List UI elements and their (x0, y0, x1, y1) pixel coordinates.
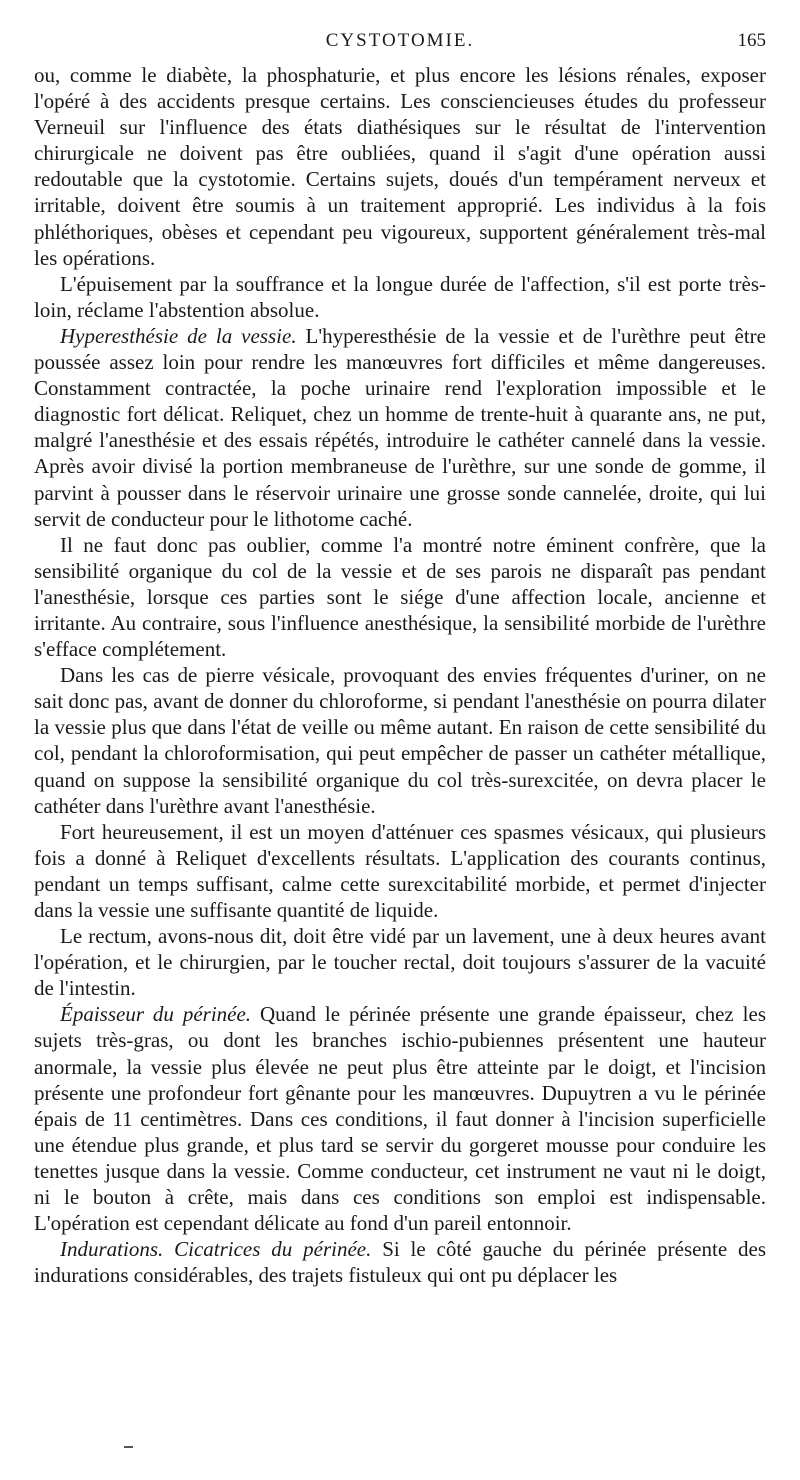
running-head (34, 30, 766, 56)
paragraph-heading: Épaisseur du périnée. (60, 1002, 252, 1027)
paragraph-heading: Hyperesthésie de la vessie. (60, 323, 297, 348)
paragraph-rectum (34, 923, 766, 1001)
paragraph-text: Dans les cas de pierre vésicale, provoquant des envies fréquentes d'uriner, on ne sait donc pas, avant de donner du chloroforme, si pendant l'anesthésie on pourra dilater la vessie plus que dans l'état de veille ou même autant. En raison de cette sensibilité du col, pendant la chloroformisation, qui peut empêcher de passer un cathéter métallique, quand on suppose la sensibilité organique du col très-surexcitée, on devra placer le cathéter dans l'urèthre avant l'anesthésie. (34, 663, 766, 818)
paragraph-continuation (34, 62, 766, 271)
paragraph-continuous-currents (34, 819, 766, 923)
paragraph-exhaustion (34, 271, 766, 323)
page-number: 165 (737, 30, 766, 51)
paragraph-text: Fort heureusement, il est un moyen d'atténuer ces spasmes vésicaux, qui plusieurs fois a donné à Reliquet d'excellents résultats. L'application des courants continus, pendant un temps suffisant, calme cette surexcitabilité morbide, et permet d'injecter dans la vessie une suffisante quantité de liquide. (34, 819, 766, 922)
paragraph-text: L'hyperesthésie de la vessie et de l'urèthre peut être poussée assez loin pour rendre les manœuvres fort difficiles et même dangereuses. Constamment contractée, la poche urinaire rend l'exploration impossible et le diagnostic fort délicat. Reliquet, chez un homme de trente-huit à quarante ans, ne put, malgré l'anesthésie et des essais répétés, introduire le cathéter cannelé dans la vessie. Après avoir divisé la portion membraneuse de l'urèthre, sur une sonde de gomme, il parvint à pousser dans le réservoir urinaire une grosse sonde cannelée, droite, qui lui servit de conducteur pour le lithotome caché. (34, 323, 766, 531)
paragraph-indurations (34, 1236, 766, 1288)
paragraph-text: L'épuisement par la souffrance et la longue durée de l'affection, s'il est porte très-loin, réclame l'abstention absolue. (34, 271, 766, 322)
paragraph-perineum-thickness (34, 1001, 766, 1236)
paragraph-heading: Indurations. Cicatrices du périnée. (60, 1237, 372, 1262)
paragraph-text: Il ne faut donc pas oublier, comme l'a montré notre éminent confrère, que la sensibilité organique du col de la vessie et de ses parois ne disparaît pas pendant l'anesthésie, lorsque ces parties sont le siége d'une affection locale, ancienne et irritante. Au contraire, sous l'influence anesthésique, la sensibilité morbide de l'urèthre s'efface complétement. (34, 532, 766, 662)
paragraph-text: ou, comme le diabète, la phosphaturie, et plus encore les lésions rénales, exposer l'opéré à des accidents presque certains. Les consciencieuses études du professeur Verneuil sur l'influence des états diathésiques sur le résultat de l'intervention chirurgicale ne doivent pas être oubliées, quand il s'agit d'une opération aussi redoutable que la cystotomie. Certains sujets, doués d'un tempérament nerveux et irritable, doivent être soumis à un traitement approprié. Les individus à la fois phléthoriques, obèses et cependant peu vigoureux, supportent généralement très-mal les opérations. (34, 63, 766, 270)
body-text (34, 62, 766, 1288)
paragraph-text: Quand le périnée présente une grande épaisseur, chez les sujets très-gras, ou dont les branches ischio-pubiennes présentent une hauteur anormale, la vessie plus élevée ne peut plus être atteinte par le doigt, et l'incision présente une profondeur fort gênante pour les manœuvres. Dupuytren a vu le périnée épais de 11 centimètres. Dans ces conditions, il faut donner à l'incision superficielle une étendue plus grande, et plus tard se servir du gorgeret mousse pour conduire les tenettes jusque dans la vessie. Comme conducteur, cet instrument ne vaut ni le doigt, ni le bouton à crête, mais dans ces conditions son emploi est indispensable. L'opération est cependant délicate au fond d'un pareil entonnoir. (34, 1002, 766, 1236)
paragraph-vesical-stone (34, 662, 766, 819)
paragraph-text: Le rectum, avons-nous dit, doit être vidé par un lavement, une à deux heures avant l'opération, et le chirurgien, par le toucher rectal, doit toujours s'assurer de la vacuité de l'intestin. (34, 924, 766, 1001)
paragraph-organic-sensibility (34, 532, 766, 662)
paragraph-text: Si le côté gauche du périnée présente des indurations considérables, des trajets fistuleux qui ont pu déplacer les (34, 1237, 766, 1288)
stray-ink-mark (124, 1446, 133, 1448)
running-title: CYSTOTOMIE. (325, 30, 475, 51)
paragraph-bladder-hyperesthesia (34, 323, 766, 532)
